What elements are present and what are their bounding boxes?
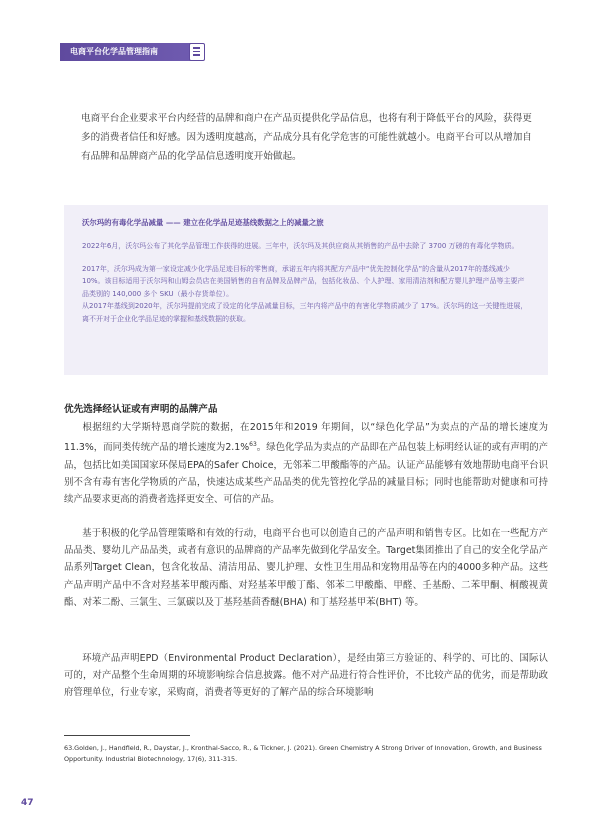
case-study-title: 沃尔玛的有毒化学品减量 —— 建立在化学品足迹基线数据之上的减量之旅 <box>82 218 324 227</box>
body-paragraph-3 <box>64 650 548 702</box>
case-study-paragraph-1: 2022年6月，沃尔玛公布了其化学品管理工作获得的进展。三年中，沃尔玛及其供应商从其销售的产品中去除了 3700 万磅的有毒化学物质。 <box>82 242 519 250</box>
p2-text: 基于积极的化学品管理策略和有效的行动，电商平台也可以创造自己的产品声明和销售专区。比如在一些配方产品品类、婴幼儿产品品类，或者有意识的品牌商的产品率先做到化学品安全。Target集团推出了自己的安全化学品产品系列Target Clean，包含化妆品、清洁用品、婴儿护理、女性卫生用品和宠物用品等在内的4000多种产品。这些产品声明产品中不含对羟基苯甲酸丙酯、对羟基苯甲酸丁酯、邻苯二甲酸酯、甲醛、壬基酚、二苯甲酮、桐酸视黄酯、对苯二酚、三氯生、三氯碳以及丁基羟基茴香醚(BHA) 和丁基羟基甲苯(BHT) 等。 <box>64 528 548 608</box>
p1-text-after: 。绿色化学品为卖点的产品即在产品包装上标明经认证的或有声明的产品，包括比如美国国家环保局EPA的Safer Choice，无邻苯二甲酸酯等的产品。认证产品能够有效地帮助电商平台识别不含有毒有害化学物质的产品，快速达成某些产品品类的优先管控化学品的减量目标；同时也能帮助对健康和可持续产品要求更高的消费者选择更安全、可信的产品。 <box>64 442 548 505</box>
case-study-box <box>64 205 548 375</box>
body-paragraph-1 <box>64 419 548 508</box>
footnote-ref[interactable]: 63 <box>249 441 257 449</box>
footnote-divider <box>64 735 190 736</box>
p1-text-before: 根据纽约大学斯特恩商学院的数据，在2015年和2019 年期间，以“绿色化学品”为卖点的产品的增长速度为11.3%，而同类传统产品的增长速度为2.1% <box>64 422 548 454</box>
document-icon <box>189 43 205 61</box>
case-study-paragraph-3: 从2017年基线到2020年，沃尔玛提前完成了设定的化学品减量目标，三年内将产品中的有害化学物质减少了 17%。沃尔玛的这一关键性进展，离不开对于企业化学品足迹的掌握和基线数据的获取。 <box>82 302 528 323</box>
intro-paragraph: 电商平台企业要求平台内经营的品牌和商户在产品页提供化学品信息，也将有利于降低平台的风险，获得更多的消费者信任和好感。因为透明度越高，产品成分具有化学危害的可能性就越小。电商平台可以从增加自有品牌和品牌商产品的化学品信息透明度开始做起。 <box>81 113 532 162</box>
p3-text: 环境产品声明EPD（Environmental Product Declaration），是经由第三方验证的、科学的、可比的、国际认可的，对产品整个生命周期的环境影响综合信息披露。他不对产品进行符合性评价，不比较产品的优劣，而是帮助政府管理单位，行业专家，采购商，消费者等更好的了解产品的综合环境影响 <box>64 653 548 699</box>
header-title: 电商平台化学品管理指南 <box>60 43 192 61</box>
section-heading: 优先选择经认证或有声明的品牌产品 <box>64 404 218 415</box>
page-number: 47 <box>21 798 34 808</box>
body-paragraph-2 <box>64 525 548 611</box>
case-study-paragraph-2: 2017年，沃尔玛成为第一家设定减少化学品足迹目标的零售商，承诺五年内将其配方产品中“优先控制化学品”的含量从2017年的基线减少10%。该目标适用于沃尔玛和山姆会员店在美国销售的自有品牌及品牌产品，包括化妆品、个人护理、家用清洁剂和配方婴儿护理产品等主要产品类别的 140,000 多个 SKU（最小存货单位）。 <box>82 264 525 298</box>
footnote: 63.Golden, J., Handfield, R., Daystar, J., Kronthal-Sacco, R., & Tickner, J. (2021). Green Chemistry A Strong Driver of Innovation, Growth, and Business Opportunity. Industrial Biotechnology, 17(6), 311-315. <box>64 744 542 763</box>
